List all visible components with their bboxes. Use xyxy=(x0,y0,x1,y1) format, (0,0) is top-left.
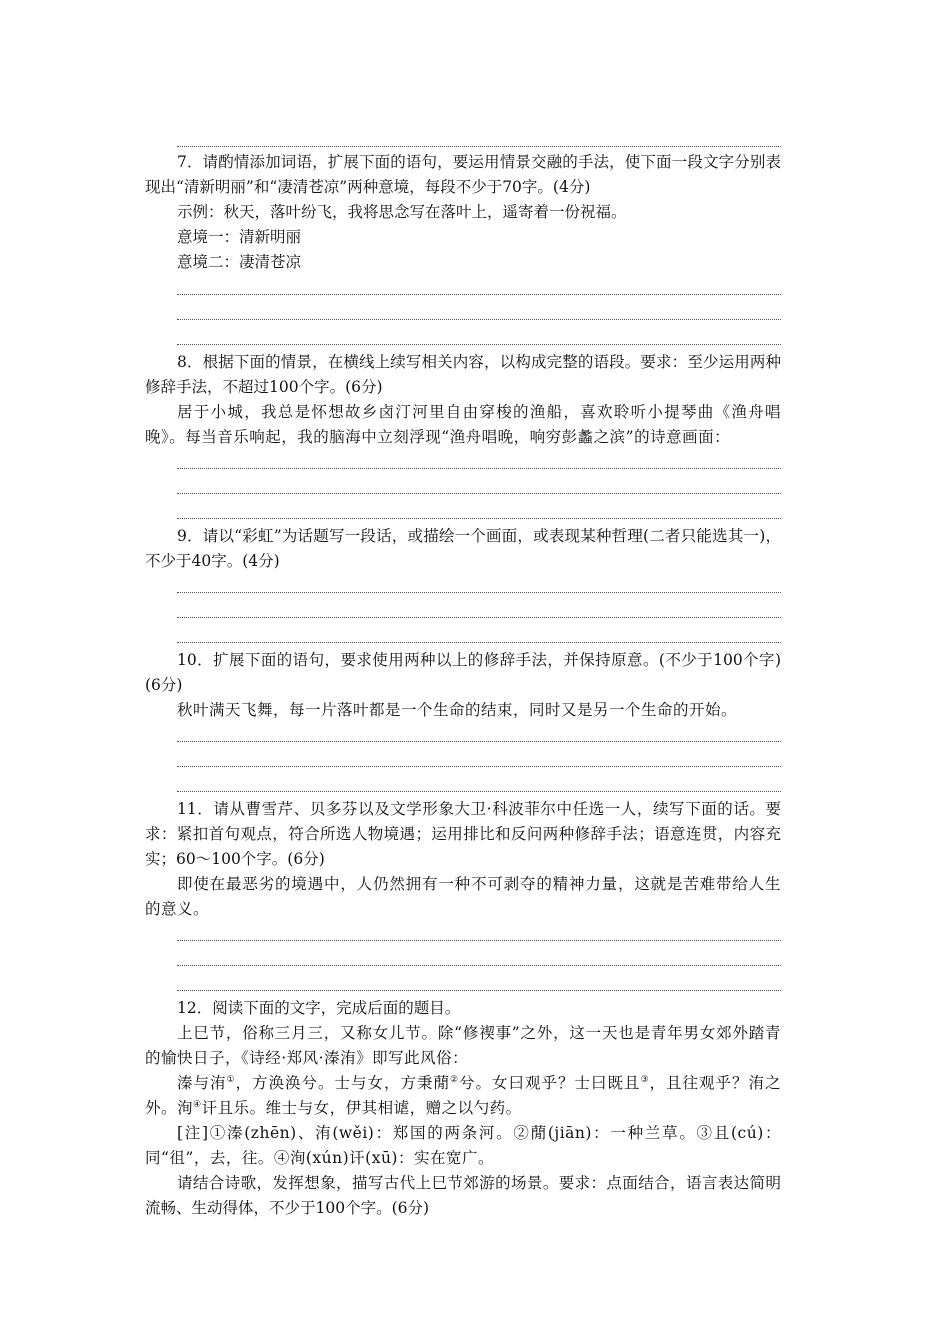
answer-line[interactable] xyxy=(177,493,781,494)
passage-text: 居于小城，我总是怀想故乡卤汀河里自由穿梭的渔船，喜欢聆听小提琴曲《渔舟唱晚》。每当音乐响起，我的脑海中立刻浮现“渔舟唱晚，响穷彭蠡之滨”的诗意画面： xyxy=(145,403,781,446)
question-stem: 9．请以“彩虹”为话题写一段话，或描绘一个画面，或表现某种哲理(二者只能选其一)，不少于40字。(4分) xyxy=(145,527,781,570)
question-stem: 7．请酌情添加词语，扩展下面的语句，要运用情景交融的手法，使下面一段文字分别表现出“清新明丽”和“凄清苍凉”两种意境，每段不少于70字。(4分) xyxy=(145,153,781,196)
answer-line[interactable] xyxy=(177,741,781,742)
top-divider xyxy=(177,146,781,147)
example-line: 示例：秋天，落叶纷飞，我将思念写在落叶上，遥寄着一份祝福。 xyxy=(177,203,627,221)
passage-text: 上巳节，俗称三月三，又称女儿节。除“修禊事”之外，这一天也是青年男女郊外踏青的愉快日子，《诗经·郑风·溱洧》即写此风俗： xyxy=(145,1024,781,1067)
question-11 xyxy=(145,797,781,922)
answer-line[interactable] xyxy=(177,344,781,345)
answer-line[interactable] xyxy=(177,592,781,593)
answer-line[interactable] xyxy=(177,518,781,519)
question-12 xyxy=(145,996,781,1221)
answer-line[interactable] xyxy=(177,990,781,991)
poem-text: 溱与洧①，方涣涣兮。士与女，方秉蕑②兮。女曰观乎？士曰既且③，且往观乎？洧之外。洵④讦且乐。维士与女，伊其相谑，赠之以勺药。 xyxy=(145,1074,781,1117)
answer-line[interactable] xyxy=(177,319,781,320)
answer-line[interactable] xyxy=(177,965,781,966)
answer-line[interactable] xyxy=(177,617,781,618)
question-10 xyxy=(145,648,781,723)
question-9 xyxy=(145,524,781,574)
question-stem: 10．扩展下面的语句，要求使用两种以上的修辞手法，并保持原意。(不少于100个字)(6分) xyxy=(145,651,781,694)
answer-line[interactable] xyxy=(177,940,781,941)
mood-one-label: 意境一：清新明丽 xyxy=(177,228,302,246)
answer-line[interactable] xyxy=(177,642,781,643)
question-8 xyxy=(145,350,781,450)
annotation-note: [注]①溱(zhēn)、洧(wěi)：郑国的两条河。②蕑(jiān)：一种兰草。③且(cú)：同“徂”，去，往。④洵(xún)讦(xū)：实在宽广。 xyxy=(145,1124,781,1167)
question-stem: 11．请从曹雪芹、贝多芬以及文学形象大卫·科波菲尔中任选一人，续写下面的话。要求：紧扣首句观点，符合所选人物境遇；运用排比和反问两种修辞手法；语意连贯，内容充实；60～100个字。(6分) xyxy=(145,800,781,868)
passage-text: 即使在最恶劣的境遇中，人仍然拥有一种不可剥夺的精神力量，这就是苦难带给人生的意义。 xyxy=(145,875,781,918)
answer-line[interactable] xyxy=(177,766,781,767)
answer-line[interactable] xyxy=(177,294,781,295)
task-text: 请结合诗歌，发挥想象，描写古代上巳节郊游的场景。要求：点面结合，语言表达简明流畅、生动得体，不少于100个字。(6分) xyxy=(145,1174,781,1217)
passage-text: 秋叶满天飞舞，每一片落叶都是一个生命的结束，同时又是另一个生命的开始。 xyxy=(177,701,738,719)
question-stem: 12．阅读下面的文字，完成后面的题目。 xyxy=(177,999,461,1017)
answer-line[interactable] xyxy=(177,791,781,792)
answer-line[interactable] xyxy=(177,468,781,469)
mood-two-label: 意境二：凄清苍凉 xyxy=(177,253,302,271)
question-7 xyxy=(145,150,781,275)
question-stem: 8．根据下面的情景，在横线上续写相关内容，以构成完整的语段。要求：至少运用两种修辞手法，不超过100个字。(6分) xyxy=(145,353,781,396)
